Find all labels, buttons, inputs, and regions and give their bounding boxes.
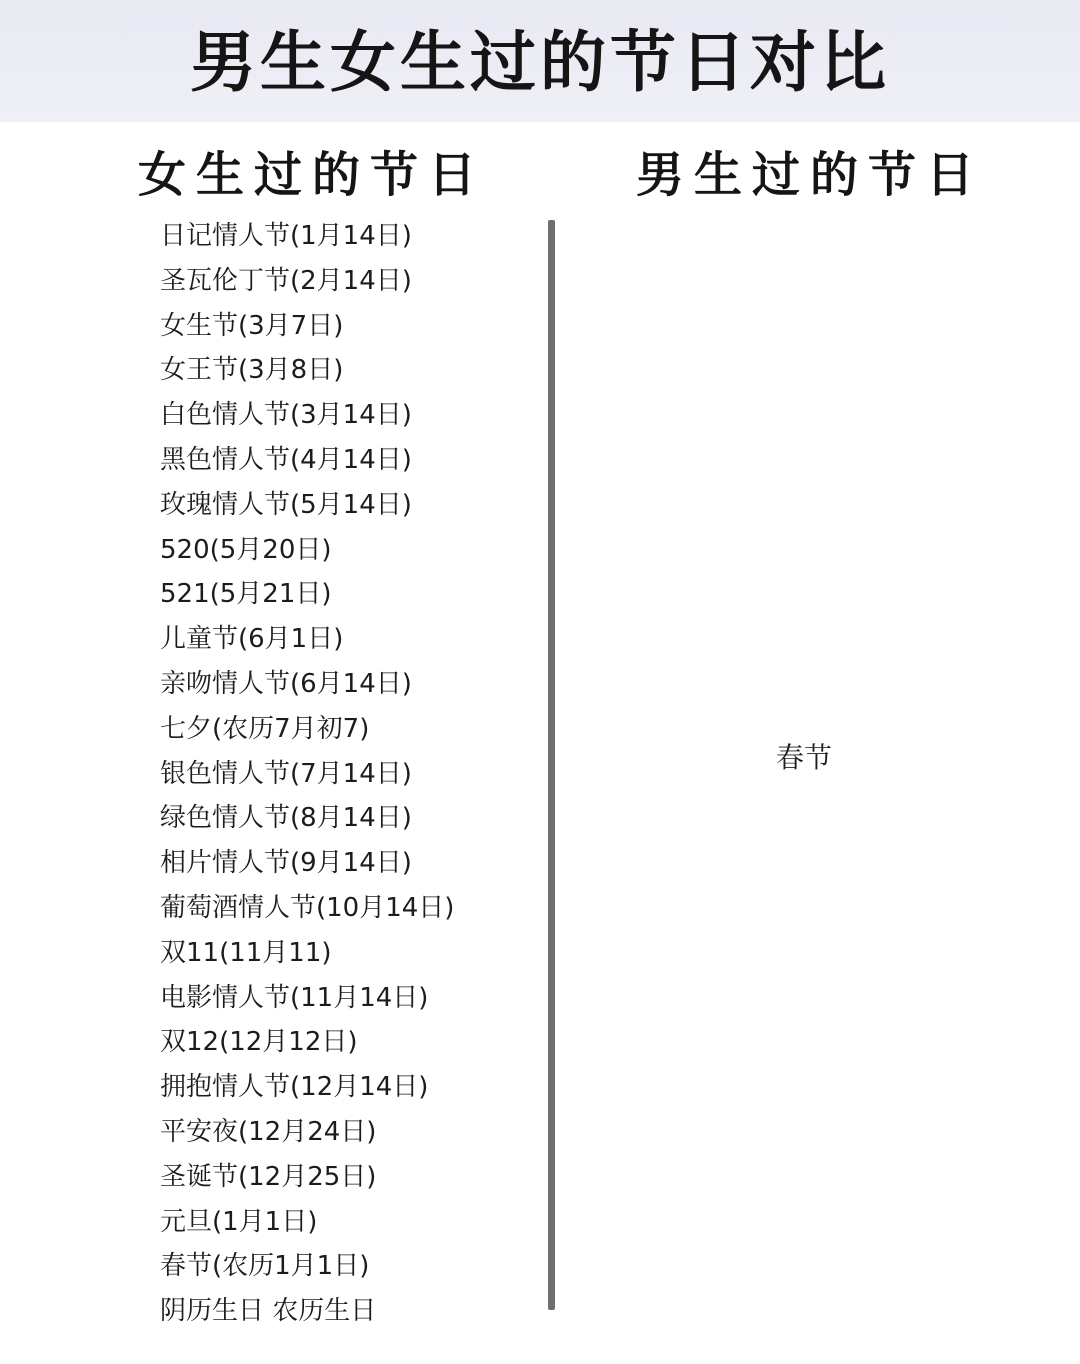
list-item: 儿童节(6月1日) bbox=[160, 624, 344, 655]
list-item: 绿色情人节(8月14日) bbox=[160, 803, 412, 834]
list-item: 银色情人节(7月14日) bbox=[160, 758, 412, 789]
list-item: 日记情人节(1月14日) bbox=[160, 221, 412, 251]
list-item: 电影情人节(11月14日) bbox=[160, 982, 429, 1013]
list-item: 双11(11月11) bbox=[160, 937, 332, 968]
list-item: 拥抱情人节(12月14日) bbox=[160, 1072, 429, 1103]
list-item: 520(5月20日) bbox=[160, 534, 332, 565]
list-item: 女王节(3月8日) bbox=[160, 355, 344, 386]
list-item: 相片情人节(9月14日) bbox=[160, 848, 412, 879]
list-item: 521(5月21日) bbox=[160, 579, 332, 610]
list-item: 圣诞节(12月25日) bbox=[160, 1161, 377, 1192]
male-column-heading: 男生过的节日 bbox=[636, 147, 985, 203]
list-item: 女生节(3月7日) bbox=[160, 310, 344, 341]
list-item: 黑色情人节(4月14日) bbox=[160, 444, 412, 475]
list-item: 白色情人节(3月14日) bbox=[160, 400, 412, 431]
list-item: 春节(农历1月1日) bbox=[160, 1251, 370, 1282]
list-item: 平安夜(12月24日) bbox=[160, 1116, 377, 1147]
list-item: 七夕(农历7月初7) bbox=[160, 713, 370, 744]
page-title: 男生女生过的节日对比 bbox=[190, 24, 890, 101]
female-holiday-list bbox=[160, 214, 454, 1334]
list-item: 阴历生日 农历生日 bbox=[160, 1296, 377, 1327]
list-item: 玫瑰情人节(5月14日) bbox=[160, 489, 412, 520]
list-item: 亲吻情人节(6月14日) bbox=[160, 668, 412, 699]
list-item: 双12(12月12日) bbox=[160, 1027, 358, 1058]
female-column-heading: 女生过的节日 bbox=[138, 147, 487, 203]
male-holiday-item: 春节 bbox=[776, 741, 833, 774]
list-item: 葡萄酒情人节(10月14日) bbox=[160, 892, 455, 923]
column-divider bbox=[548, 220, 555, 1310]
list-item: 元旦(1月1日) bbox=[160, 1206, 318, 1237]
list-item: 圣瓦伦丁节(2月14日) bbox=[160, 265, 412, 296]
